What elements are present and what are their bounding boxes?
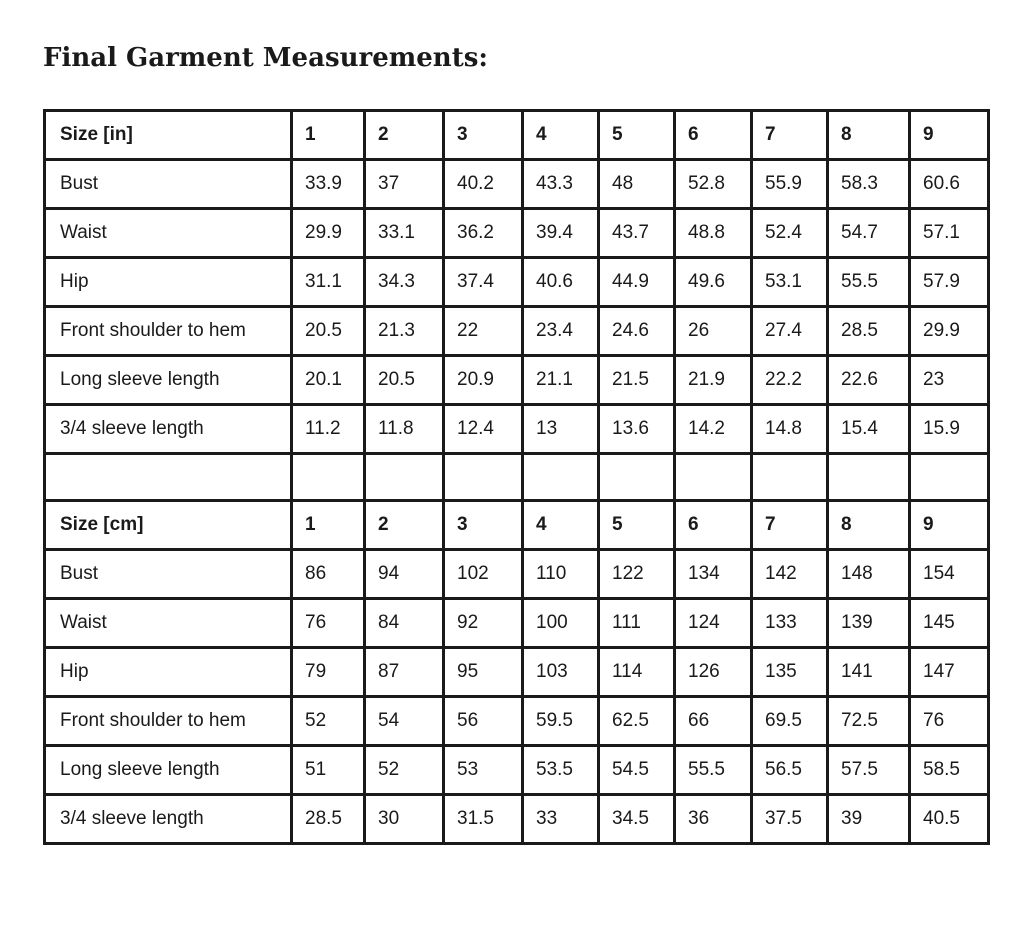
measurement-cell: 33 (523, 795, 599, 844)
measurement-cell: 31.5 (444, 795, 523, 844)
measurement-cell: 48 (599, 160, 675, 209)
measurement-cell: 55.5 (675, 746, 752, 795)
measurement-cell: 56 (444, 697, 523, 746)
measurement-cell: 24.6 (599, 307, 675, 356)
table-row (45, 160, 989, 209)
measurement-cell: 11.2 (292, 405, 365, 454)
measurement-cell: 36.2 (444, 209, 523, 258)
empty-cell (828, 454, 910, 501)
row-label: Front shoulder to hem (45, 697, 292, 746)
row-label: 3/4 sleeve length (45, 405, 292, 454)
measurement-cell: 20.5 (292, 307, 365, 356)
measurement-cell: 40.5 (910, 795, 989, 844)
empty-cell (910, 454, 989, 501)
size-header-label: Size [cm] (45, 501, 292, 550)
measurement-cell: 33.1 (365, 209, 444, 258)
measurement-cell: 57.9 (910, 258, 989, 307)
measurement-cell: 94 (365, 550, 444, 599)
measurement-cell: 142 (752, 550, 828, 599)
measurement-cell: 102 (444, 550, 523, 599)
measurement-cell: 13 (523, 405, 599, 454)
measurement-cell: 30 (365, 795, 444, 844)
table-row (45, 405, 989, 454)
measurement-cell: 11.8 (365, 405, 444, 454)
measurement-cell: 54.7 (828, 209, 910, 258)
size-header-cell: 3 (444, 501, 523, 550)
row-label: Bust (45, 160, 292, 209)
size-header-cell: 1 (292, 501, 365, 550)
measurement-cell: 58.5 (910, 746, 989, 795)
size-header-row (45, 111, 989, 160)
measurement-cell: 114 (599, 648, 675, 697)
measurement-cell: 76 (910, 697, 989, 746)
size-header-cell: 9 (910, 111, 989, 160)
measurements-table-body (45, 111, 989, 844)
table-row (45, 795, 989, 844)
measurement-cell: 23 (910, 356, 989, 405)
measurement-cell: 28.5 (828, 307, 910, 356)
table-row (45, 258, 989, 307)
measurement-cell: 52.4 (752, 209, 828, 258)
measurement-cell: 14.8 (752, 405, 828, 454)
measurement-cell: 52 (365, 746, 444, 795)
measurement-cell: 100 (523, 599, 599, 648)
measurement-cell: 54 (365, 697, 444, 746)
measurement-cell: 22.2 (752, 356, 828, 405)
row-label: Hip (45, 648, 292, 697)
measurement-cell: 14.2 (675, 405, 752, 454)
measurement-cell: 148 (828, 550, 910, 599)
measurement-cell: 21.9 (675, 356, 752, 405)
measurement-cell: 57.5 (828, 746, 910, 795)
measurement-cell: 28.5 (292, 795, 365, 844)
row-label: Front shoulder to hem (45, 307, 292, 356)
measurement-cell: 22 (444, 307, 523, 356)
measurement-cell: 34.5 (599, 795, 675, 844)
size-header-cell: 6 (675, 111, 752, 160)
measurement-cell: 56.5 (752, 746, 828, 795)
spacer-row (45, 454, 989, 501)
row-label: Waist (45, 209, 292, 258)
measurement-cell: 20.5 (365, 356, 444, 405)
size-header-cell: 3 (444, 111, 523, 160)
size-header-cell: 2 (365, 501, 444, 550)
measurement-cell: 37.5 (752, 795, 828, 844)
size-header-cell: 1 (292, 111, 365, 160)
measurement-cell: 44.9 (599, 258, 675, 307)
measurement-cell: 95 (444, 648, 523, 697)
measurement-cell: 92 (444, 599, 523, 648)
measurement-cell: 53 (444, 746, 523, 795)
measurement-cell: 49.6 (675, 258, 752, 307)
measurement-cell: 52.8 (675, 160, 752, 209)
measurement-cell: 84 (365, 599, 444, 648)
measurement-cell: 111 (599, 599, 675, 648)
measurement-cell: 13.6 (599, 405, 675, 454)
measurement-cell: 139 (828, 599, 910, 648)
measurement-cell: 145 (910, 599, 989, 648)
measurement-cell: 52 (292, 697, 365, 746)
row-label: Long sleeve length (45, 356, 292, 405)
measurement-cell: 39 (828, 795, 910, 844)
size-header-cell: 7 (752, 501, 828, 550)
size-header-row (45, 501, 989, 550)
size-header-cell: 4 (523, 501, 599, 550)
measurement-cell: 53.1 (752, 258, 828, 307)
measurement-cell: 43.7 (599, 209, 675, 258)
row-label: Waist (45, 599, 292, 648)
measurement-cell: 12.4 (444, 405, 523, 454)
size-header-cell: 2 (365, 111, 444, 160)
measurements-table (43, 109, 990, 845)
empty-cell (752, 454, 828, 501)
empty-cell (675, 454, 752, 501)
table-row (45, 307, 989, 356)
measurement-cell: 55.5 (828, 258, 910, 307)
measurement-cell: 21.5 (599, 356, 675, 405)
row-label: Hip (45, 258, 292, 307)
measurement-cell: 20.1 (292, 356, 365, 405)
measurement-cell: 22.6 (828, 356, 910, 405)
table-row (45, 599, 989, 648)
measurement-cell: 26 (675, 307, 752, 356)
measurement-cell: 31.1 (292, 258, 365, 307)
row-label: Long sleeve length (45, 746, 292, 795)
measurement-cell: 29.9 (292, 209, 365, 258)
measurement-cell: 124 (675, 599, 752, 648)
measurement-cell: 62.5 (599, 697, 675, 746)
measurement-cell: 20.9 (444, 356, 523, 405)
size-header-cell: 5 (599, 111, 675, 160)
measurement-cell: 87 (365, 648, 444, 697)
table-row (45, 209, 989, 258)
empty-cell (365, 454, 444, 501)
measurement-cell: 15.9 (910, 405, 989, 454)
measurement-cell: 43.3 (523, 160, 599, 209)
measurement-cell: 21.1 (523, 356, 599, 405)
size-header-cell: 8 (828, 111, 910, 160)
size-header-cell: 8 (828, 501, 910, 550)
size-header-cell: 7 (752, 111, 828, 160)
measurement-cell: 15.4 (828, 405, 910, 454)
measurement-cell: 34.3 (365, 258, 444, 307)
measurement-cell: 141 (828, 648, 910, 697)
measurement-cell: 86 (292, 550, 365, 599)
size-header-cell: 9 (910, 501, 989, 550)
measurement-cell: 122 (599, 550, 675, 599)
measurement-cell: 135 (752, 648, 828, 697)
measurement-cell: 76 (292, 599, 365, 648)
measurement-cell: 110 (523, 550, 599, 599)
measurement-cell: 79 (292, 648, 365, 697)
size-header-cell: 6 (675, 501, 752, 550)
measurement-cell: 59.5 (523, 697, 599, 746)
size-header-cell: 4 (523, 111, 599, 160)
measurement-cell: 33.9 (292, 160, 365, 209)
empty-cell (45, 454, 292, 501)
table-row (45, 356, 989, 405)
measurement-cell: 27.4 (752, 307, 828, 356)
measurement-cell: 55.9 (752, 160, 828, 209)
empty-cell (523, 454, 599, 501)
empty-cell (292, 454, 365, 501)
row-label: Bust (45, 550, 292, 599)
size-header-cell: 5 (599, 501, 675, 550)
row-label: 3/4 sleeve length (45, 795, 292, 844)
measurement-cell: 58.3 (828, 160, 910, 209)
page-title: Final Garment Measurements: (43, 43, 488, 73)
measurement-cell: 40.2 (444, 160, 523, 209)
measurement-cell: 57.1 (910, 209, 989, 258)
measurement-cell: 72.5 (828, 697, 910, 746)
measurement-cell: 23.4 (523, 307, 599, 356)
measurement-cell: 29.9 (910, 307, 989, 356)
table-row (45, 746, 989, 795)
table-row (45, 697, 989, 746)
measurement-cell: 39.4 (523, 209, 599, 258)
table-row (45, 648, 989, 697)
size-header-label: Size [in] (45, 111, 292, 160)
measurement-cell: 36 (675, 795, 752, 844)
measurement-cell: 154 (910, 550, 989, 599)
measurement-cell: 21.3 (365, 307, 444, 356)
measurement-cell: 40.6 (523, 258, 599, 307)
measurement-cell: 126 (675, 648, 752, 697)
measurement-cell: 69.5 (752, 697, 828, 746)
measurement-cell: 54.5 (599, 746, 675, 795)
measurement-cell: 51 (292, 746, 365, 795)
measurement-cell: 147 (910, 648, 989, 697)
measurement-cell: 37.4 (444, 258, 523, 307)
measurement-cell: 133 (752, 599, 828, 648)
measurement-cell: 60.6 (910, 160, 989, 209)
empty-cell (444, 454, 523, 501)
measurement-cell: 37 (365, 160, 444, 209)
empty-cell (599, 454, 675, 501)
measurement-cell: 53.5 (523, 746, 599, 795)
measurement-cell: 66 (675, 697, 752, 746)
table-row (45, 550, 989, 599)
measurement-cell: 48.8 (675, 209, 752, 258)
measurement-cell: 103 (523, 648, 599, 697)
measurement-cell: 134 (675, 550, 752, 599)
